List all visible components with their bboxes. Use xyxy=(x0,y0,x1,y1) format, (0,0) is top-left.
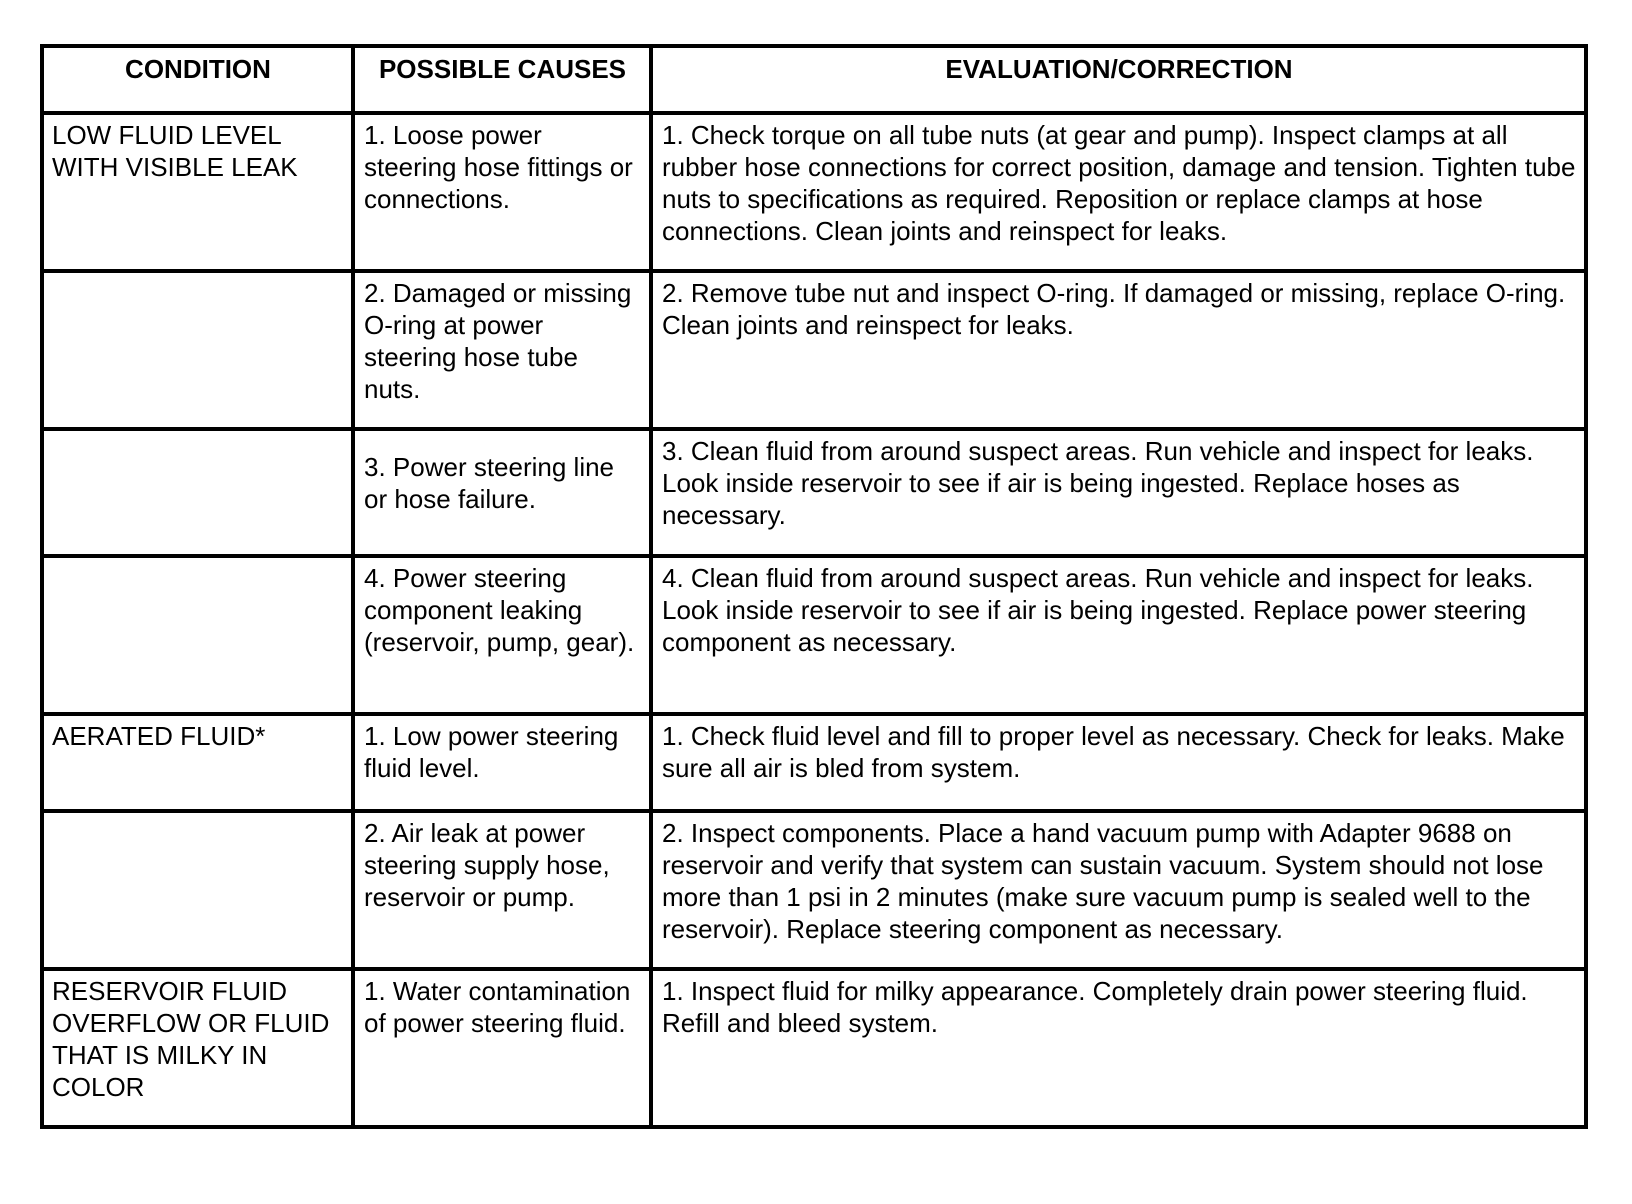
table-row xyxy=(42,811,1586,969)
table-row xyxy=(42,271,1586,429)
header-evaluation-correction: EVALUATION/CORRECTION xyxy=(651,46,1586,113)
cause-cell: 1. Loose power steering hose fittings or connections. xyxy=(353,113,651,271)
condition-cell: RESERVOIR FLUID OVERFLOW OR FLUID THAT IS MILKY IN COLOR xyxy=(42,969,353,1127)
header-possible-causes: POSSIBLE CAUSES xyxy=(353,46,651,113)
cause-cell: 1. Water contamination of power steering fluid. xyxy=(353,969,651,1127)
correction-cell: 3. Clean fluid from around suspect areas. Run vehicle and inspect for leaks. Look inside reservoir to see if air is being ingested. Replace hoses as necessary. xyxy=(651,429,1586,556)
cause-cell: 2. Air leak at power steering supply hose, reservoir or pump. xyxy=(353,811,651,969)
condition-cell xyxy=(42,556,353,714)
table-row xyxy=(42,556,1586,714)
condition-cell xyxy=(42,811,353,969)
cause-cell: 4. Power steering component leaking (reservoir, pump, gear). xyxy=(353,556,651,714)
correction-cell: 2. Remove tube nut and inspect O-ring. If damaged or missing, replace O-ring. Clean joints and reinspect for leaks. xyxy=(651,271,1586,429)
correction-cell: 4. Clean fluid from around suspect areas. Run vehicle and inspect for leaks. Look inside reservoir to see if air is being ingested. Replace power steering component as necessary. xyxy=(651,556,1586,714)
correction-cell: 1. Check torque on all tube nuts (at gear and pump). Inspect clamps at all rubber hose connections for correct position, damage and tension. Tighten tube nuts to specifications as required. Reposition or replace clamps at hose connections. Clean joints and reinspect for leaks. xyxy=(651,113,1586,271)
condition-cell: LOW FLUID LEVEL WITH VISIBLE LEAK xyxy=(42,113,353,271)
table-row xyxy=(42,113,1586,271)
condition-cell: AERATED FLUID* xyxy=(42,714,353,811)
cause-cell: 2. Damaged or missing O-ring at power steering hose tube nuts. xyxy=(353,271,651,429)
condition-cell xyxy=(42,429,353,556)
header-row xyxy=(42,46,1586,113)
table-row xyxy=(42,969,1586,1127)
cause-cell: 3. Power steering line or hose failure. xyxy=(353,429,651,556)
correction-cell: 2. Inspect components. Place a hand vacuum pump with Adapter 9688 on reservoir and verify that system can sustain vacuum. System should not lose more than 1 psi in 2 minutes (make sure vacuum pump is sealed well to the reservoir). Replace steering component as necessary. xyxy=(651,811,1586,969)
correction-cell: 1. Check fluid level and fill to proper level as necessary. Check for leaks. Make sure all air is bled from system. xyxy=(651,714,1586,811)
correction-cell: 1. Inspect fluid for milky appearance. Completely drain power steering fluid. Refill and bleed system. xyxy=(651,969,1586,1127)
table-row xyxy=(42,429,1586,556)
diagnosis-table xyxy=(40,44,1588,1129)
condition-cell xyxy=(42,271,353,429)
header-condition: CONDITION xyxy=(42,46,353,113)
table-row xyxy=(42,714,1586,811)
cause-cell: 1. Low power steering fluid level. xyxy=(353,714,651,811)
